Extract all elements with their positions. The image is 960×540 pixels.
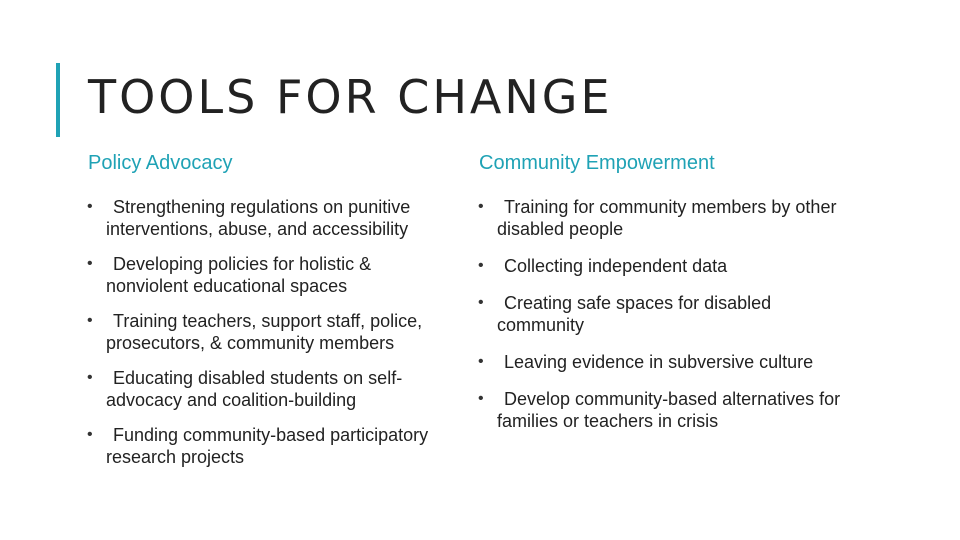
- list-item: • Funding community-based participatory research projects: [88, 424, 448, 468]
- list-item: • Strengthening regulations on punitive interventions, abuse, and accessibility: [88, 196, 448, 240]
- list-item: • Developing policies for holistic & nonviolent educational spaces: [88, 253, 448, 297]
- list-item: • Training for community members by other disabled people: [479, 196, 859, 240]
- slide-title: TOOLS FOR CHANGE: [88, 70, 613, 124]
- policy-advocacy-column: [88, 150, 448, 481]
- community-empowerment-column: [479, 150, 859, 447]
- list-item: • Training teachers, support staff, police, prosecutors, & community members: [88, 310, 448, 354]
- list-item: • Develop community-based alternatives for families or teachers in crisis: [479, 388, 859, 432]
- list-item: • Collecting independent data: [479, 255, 859, 277]
- community-empowerment-list: [479, 196, 859, 432]
- list-item: • Educating disabled students on self-advocacy and coalition-building: [88, 367, 448, 411]
- title-accent-bar: [56, 63, 60, 137]
- policy-advocacy-list: [88, 196, 448, 468]
- list-item: • Leaving evidence in subversive culture: [479, 351, 859, 373]
- column-heading-community-empowerment: Community Empowerment: [479, 152, 715, 174]
- list-item: • Creating safe spaces for disabled community: [479, 292, 859, 336]
- column-heading-policy-advocacy: Policy Advocacy: [88, 152, 233, 174]
